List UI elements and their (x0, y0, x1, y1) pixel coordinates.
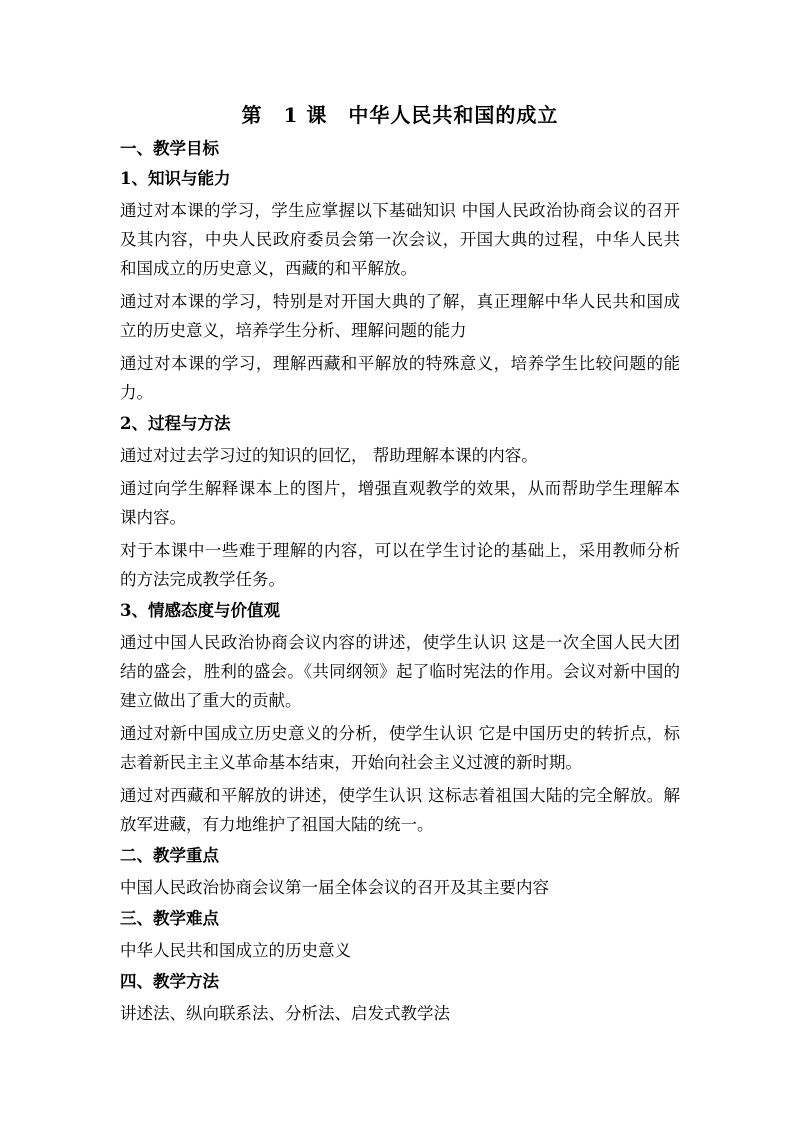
process-heading: 2、过程与方法 (120, 414, 231, 433)
difficulties-text: 中华人民共和国成立的历史意义 (120, 941, 351, 960)
key-points-heading: 二、教学重点 (120, 846, 219, 865)
process-paragraph: 通过向学生解释课本上的图片，增强直观教学的效果，从而帮助学生理解本课内容。 (120, 479, 680, 527)
values-heading: 3、情感态度与价值观 (120, 601, 280, 620)
process-paragraph: 对于本课中一些难于理解的内容，可以在学生讨论的基础上，采用教师分析的方法完成教学任务。 (120, 541, 680, 589)
lesson-title: 第 1 课 中华人民共和国的成立 (241, 103, 559, 127)
process-paragraph: 通过对过去学习过的知识的回忆， 帮助理解本课的内容。 (120, 446, 538, 465)
knowledge-paragraph: 通过对本课的学习，理解西藏和平解放的特殊意义，培养学生比较问题的能力。 (120, 354, 680, 402)
values-paragraph: 通过对新中国成立历史意义的分析，使学生认识 它是中国历史的转折点，标志着新民主主义革命基本结束，开始向社会主义过渡的新时期。 (120, 724, 680, 772)
key-points-text: 中国人民政治协商会议第一届全体会议的召开及其主要内容 (120, 878, 549, 897)
knowledge-heading: 1、知识与能力 (120, 169, 231, 188)
knowledge-paragraph: 通过对本课的学习，学生应掌握以下基础知识 中国人民政治协商会议的召开及其内容，中央人民政府委员会第一次会议，开国大典的过程，中华人民共和国成立的历史意义，西藏的和平解放。 (120, 201, 680, 278)
values-paragraph: 通过对西藏和平解放的讲述，使学生认识 这标志着祖国大陆的完全解放。解放军进藏，有力地维护了祖国大陆的统一。 (120, 786, 680, 834)
document-content (120, 100, 680, 1032)
values-paragraph: 通过中国人民政治协商会议内容的讲述，使学生认识 这是一次全国人民大团结的盛会，胜利的盛会。《共同纲领》起了临时宪法的作用。会议对新中国的建立做出了重大的贡献。 (120, 633, 680, 710)
knowledge-paragraph: 通过对本课的学习，特别是对开国大典的了解，真正理解中华人民共和国成立的历史意义，培养学生分析、理解问题的能力 (120, 292, 680, 340)
methods-text: 讲述法、纵向联系法、分析法、启发式教学法 (120, 1004, 450, 1023)
methods-heading: 四、教学方法 (120, 972, 219, 991)
difficulties-heading: 三、教学难点 (120, 909, 219, 928)
objectives-heading: 一、教学目标 (120, 139, 219, 158)
